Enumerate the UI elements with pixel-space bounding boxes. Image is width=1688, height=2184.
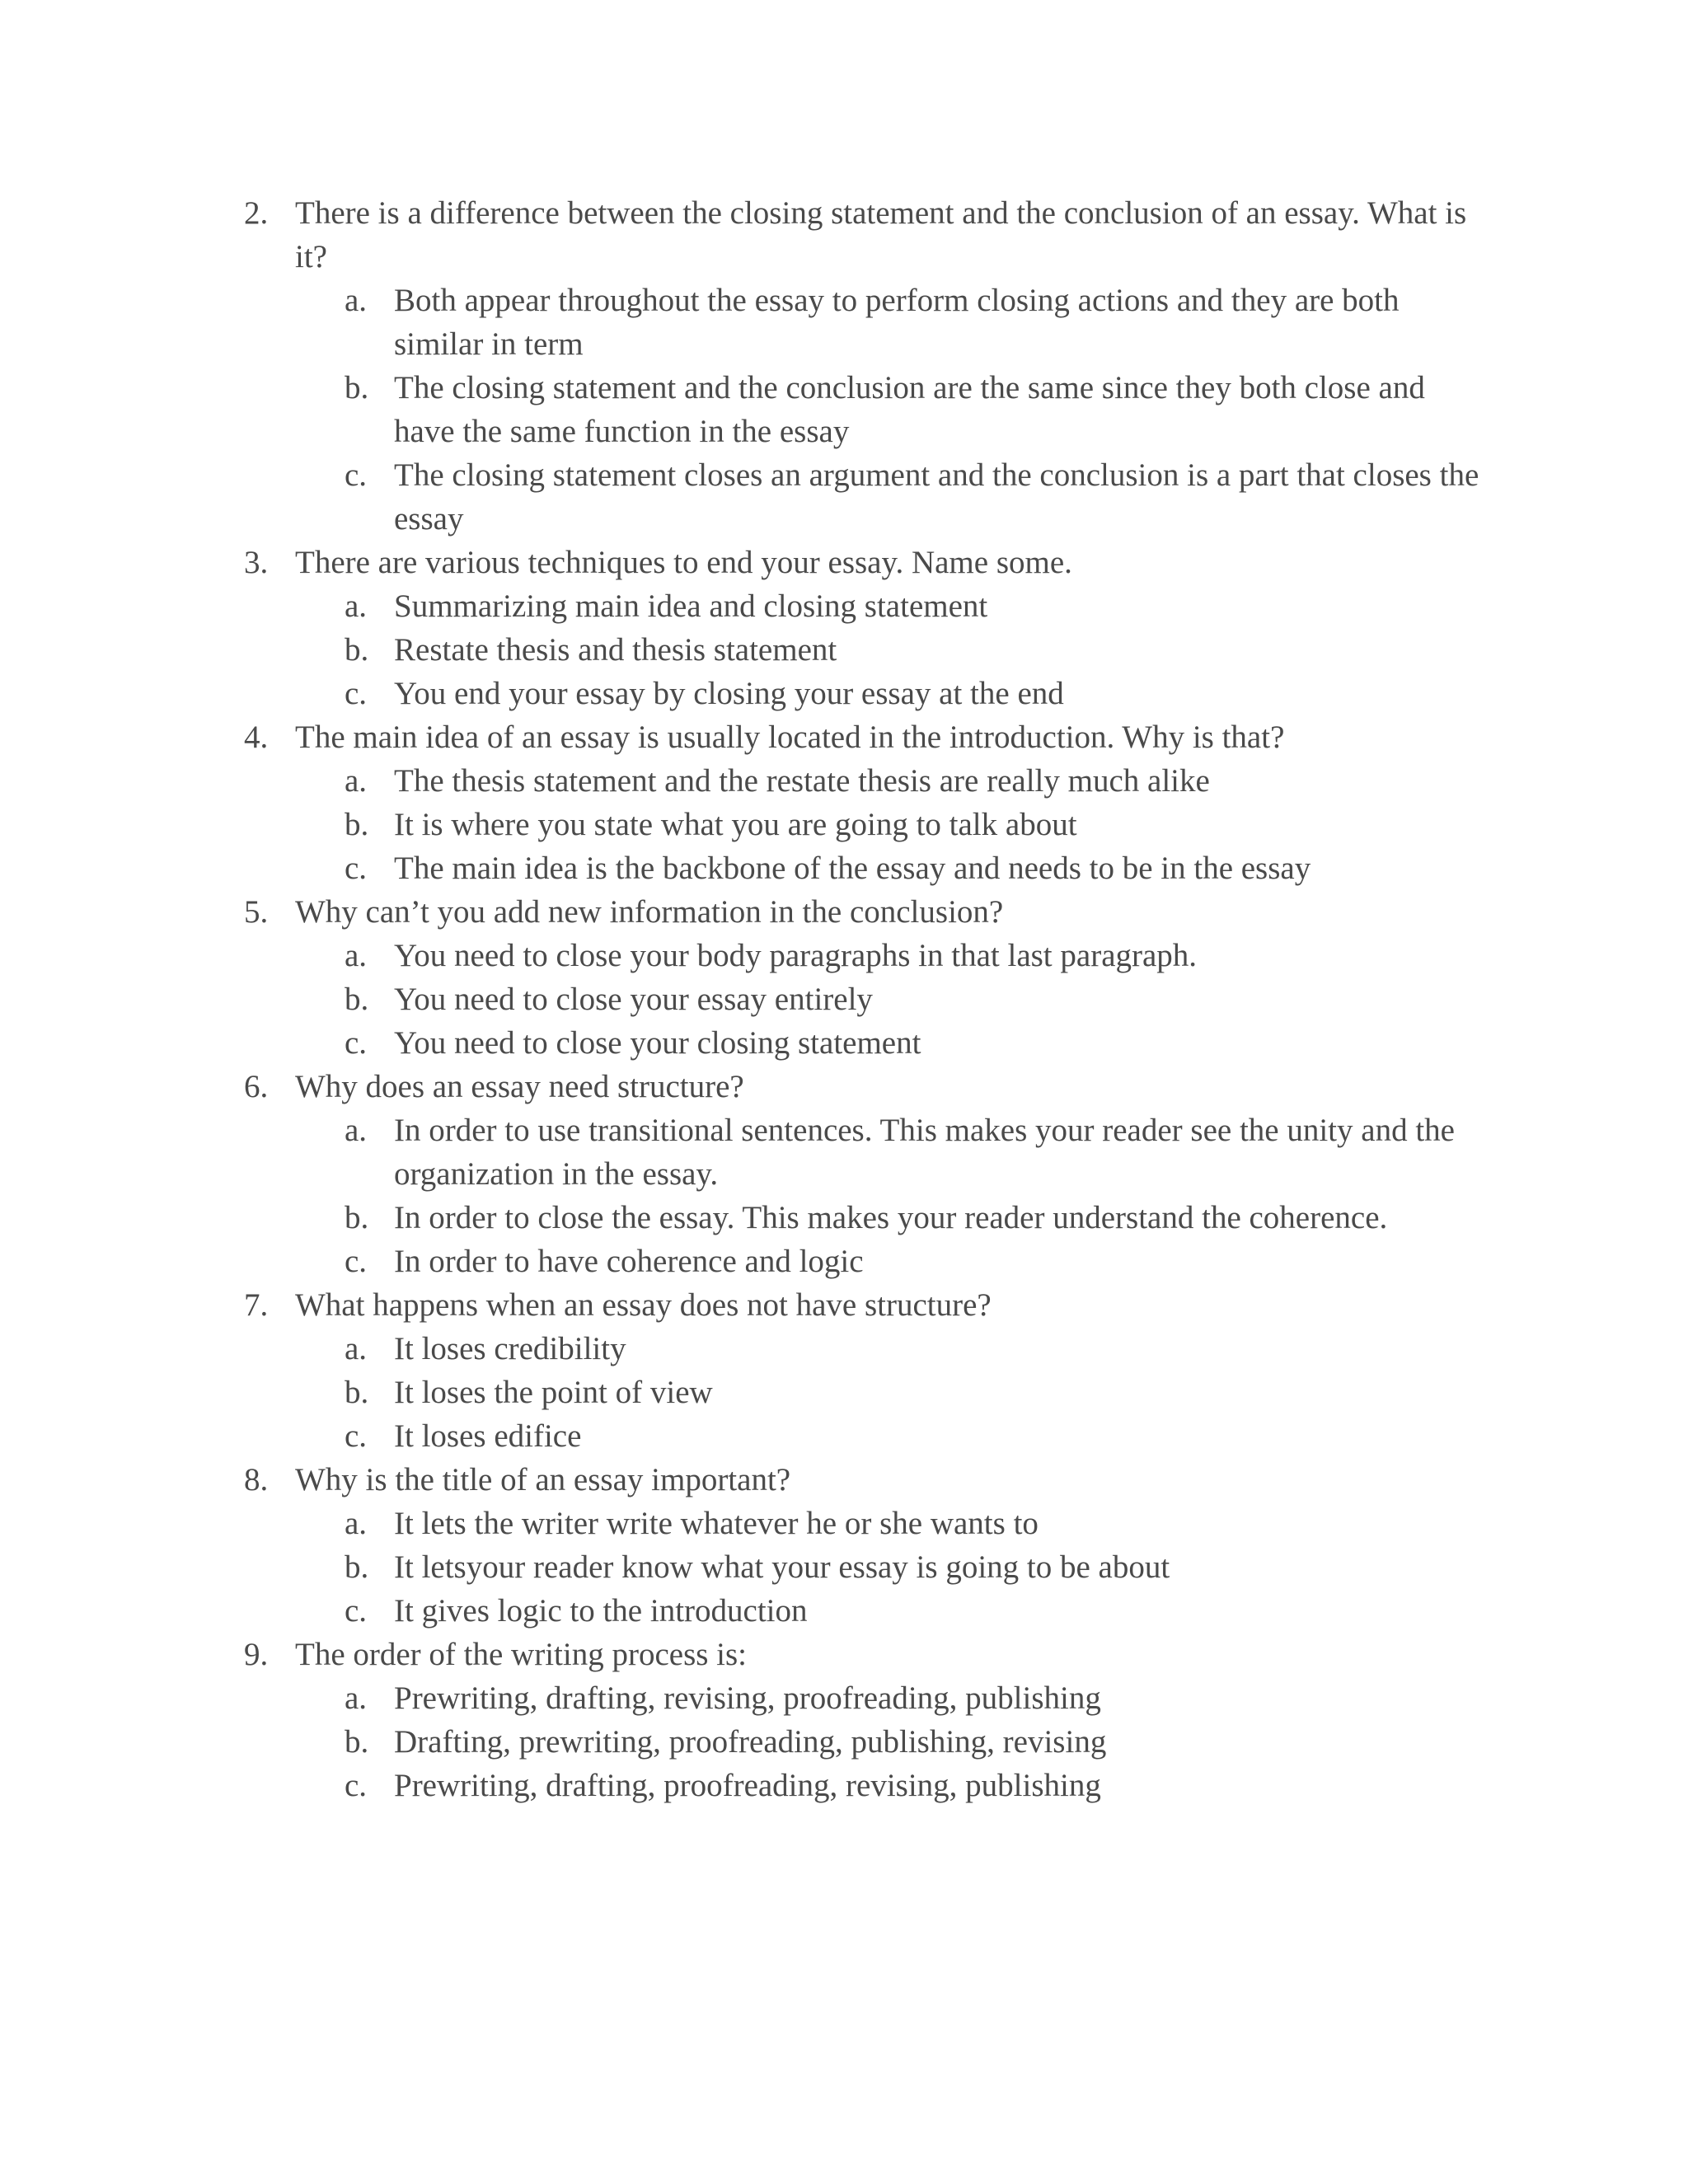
- option-text: The closing statement and the conclusion are the same since they both close and have the same function in the essay: [394, 370, 1425, 449]
- answer-option: [345, 1240, 1482, 1283]
- option-letter: b.: [345, 370, 369, 405]
- option-letter: b.: [345, 807, 369, 842]
- answer-option: [345, 453, 1482, 541]
- option-letter: c.: [345, 1244, 368, 1279]
- answer-option: [345, 1720, 1482, 1764]
- answer-options: [295, 584, 1482, 715]
- option-letter: c.: [345, 457, 368, 493]
- answer-option: [345, 1676, 1482, 1720]
- option-letter: b.: [345, 1549, 369, 1585]
- question-text: The order of the writing process is:: [295, 1637, 748, 1672]
- option-letter: b.: [345, 1200, 369, 1235]
- answer-option: [345, 846, 1482, 890]
- option-text: In order to use transitional sentences. This makes your reader see the unity and the organization in the essay.: [394, 1113, 1455, 1192]
- option-text: Summarizing main idea and closing statement: [394, 588, 988, 624]
- answer-option: [345, 584, 1482, 628]
- question-number: 7.: [244, 1287, 269, 1323]
- option-text: It is where you state what you are going to talk about: [394, 807, 1077, 842]
- option-letter: a.: [345, 588, 368, 624]
- option-letter: c.: [345, 1025, 368, 1061]
- answer-options: [295, 759, 1482, 890]
- option-text: It loses credibility: [394, 1331, 626, 1366]
- option-text: You need to close your closing statement: [394, 1025, 921, 1061]
- question-item: [0, 1065, 1688, 1283]
- question-text: The main idea of an essay is usually located in the introduction. Why is that?: [295, 719, 1285, 755]
- answer-option: [345, 279, 1482, 366]
- answer-options: [295, 1327, 1482, 1458]
- question-number: 8.: [244, 1462, 269, 1497]
- answer-option: [345, 1502, 1482, 1545]
- question-text: There are various techniques to end your essay. Name some.: [295, 545, 1072, 580]
- question-text: Why does an essay need structure?: [295, 1069, 744, 1104]
- option-text: It letsyour reader know what your essay is going to be about: [394, 1549, 1170, 1585]
- question-item: [0, 541, 1688, 715]
- answer-option: [345, 1196, 1482, 1240]
- question-item: [0, 1458, 1688, 1633]
- answer-option: [345, 1327, 1482, 1371]
- answer-option: [345, 1764, 1482, 1807]
- question-text: What happens when an essay does not have structure?: [295, 1287, 992, 1323]
- question-number: 9.: [244, 1637, 269, 1672]
- answer-option: [345, 1589, 1482, 1633]
- question-text: Why is the title of an essay important?: [295, 1462, 791, 1497]
- answer-options: [295, 934, 1482, 1065]
- question-text: There is a difference between the closing statement and the conclusion of an essay. What is it?: [295, 195, 1467, 274]
- answer-option: [345, 934, 1482, 977]
- option-text: The thesis statement and the restate thesis are really much alike: [394, 763, 1210, 799]
- answer-option: [345, 366, 1482, 453]
- question-number: 4.: [244, 719, 269, 755]
- option-letter: c.: [345, 851, 368, 886]
- answer-option: [345, 1414, 1482, 1458]
- option-letter: b.: [345, 632, 369, 668]
- option-text: Both appear throughout the essay to perform closing actions and they are both similar in term: [394, 283, 1400, 362]
- question-item: [0, 191, 1688, 541]
- answer-option: [345, 1108, 1482, 1196]
- option-text: It loses the point of view: [394, 1375, 713, 1410]
- option-letter: b.: [345, 1375, 369, 1410]
- answer-option: [345, 1545, 1482, 1589]
- option-letter: a.: [345, 763, 368, 799]
- option-text: It gives logic to the introduction: [394, 1593, 808, 1629]
- question-item: [0, 715, 1688, 890]
- option-letter: c.: [345, 676, 368, 711]
- option-text: It lets the writer write whatever he or she wants to: [394, 1506, 1039, 1541]
- answer-options: [295, 1108, 1482, 1283]
- option-text: The closing statement closes an argument and the conclusion is a part that closes the essay: [394, 457, 1479, 537]
- answer-options: [295, 1676, 1482, 1807]
- option-text: Prewriting, drafting, revising, proofreading, publishing: [394, 1680, 1101, 1716]
- option-letter: c.: [345, 1768, 368, 1803]
- option-letter: a.: [345, 1680, 368, 1716]
- answer-options: [295, 279, 1482, 541]
- option-text: The main idea is the backbone of the essay and needs to be in the essay: [394, 851, 1311, 886]
- answer-option: [345, 1371, 1482, 1414]
- question-number: 3.: [244, 545, 269, 580]
- option-text: You need to close your essay entirely: [394, 982, 873, 1017]
- question-number: 6.: [244, 1069, 269, 1104]
- answer-option: [345, 672, 1482, 715]
- answer-options: [295, 1502, 1482, 1633]
- option-letter: b.: [345, 1724, 369, 1760]
- question-item: [0, 1283, 1688, 1458]
- option-text: In order to close the essay. This makes your reader understand the coherence.: [394, 1200, 1388, 1235]
- answer-option: [345, 803, 1482, 846]
- question-text: Why can’t you add new information in the conclusion?: [295, 894, 1004, 930]
- option-letter: c.: [345, 1593, 368, 1629]
- option-letter: a.: [345, 283, 368, 318]
- question-item: [0, 890, 1688, 1065]
- answer-option: [345, 628, 1482, 672]
- option-text: Drafting, prewriting, proofreading, publishing, revising: [394, 1724, 1107, 1760]
- option-text: Prewriting, drafting, proofreading, revising, publishing: [394, 1768, 1101, 1803]
- question-number: 2.: [244, 195, 269, 231]
- option-letter: a.: [345, 1331, 368, 1366]
- question-number: 5.: [244, 894, 269, 930]
- answer-option: [345, 759, 1482, 803]
- option-text: Restate thesis and thesis statement: [394, 632, 837, 668]
- option-letter: c.: [345, 1418, 368, 1454]
- option-letter: a.: [345, 1113, 368, 1148]
- question-list: [0, 191, 1688, 1807]
- option-letter: a.: [345, 1506, 368, 1541]
- option-text: You end your essay by closing your essay at the end: [394, 676, 1064, 711]
- option-text: You need to close your body paragraphs in that last paragraph.: [394, 938, 1198, 973]
- option-text: It loses edifice: [394, 1418, 582, 1454]
- option-text: In order to have coherence and logic: [394, 1244, 864, 1279]
- answer-option: [345, 977, 1482, 1021]
- answer-option: [345, 1021, 1482, 1065]
- question-item: [0, 1633, 1688, 1807]
- option-letter: a.: [345, 938, 368, 973]
- option-letter: b.: [345, 982, 369, 1017]
